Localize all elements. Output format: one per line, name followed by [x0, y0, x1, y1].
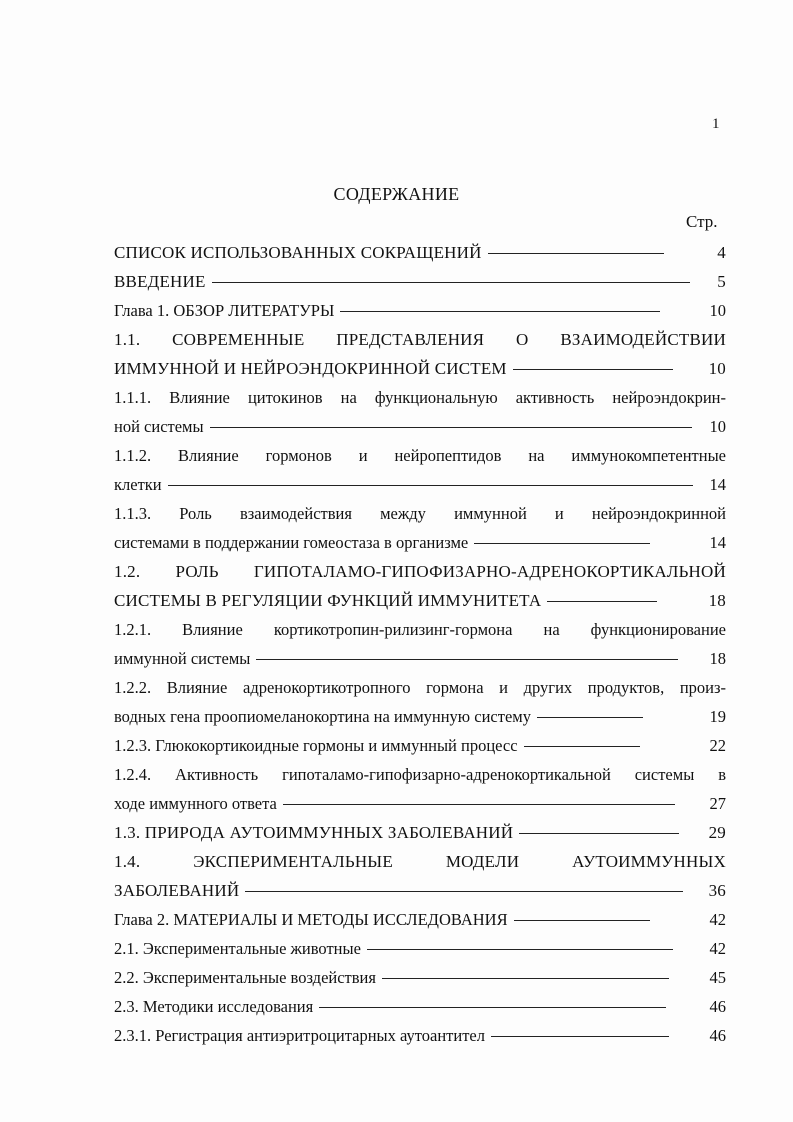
toc-page-number: 4 [717, 243, 726, 262]
toc-line [114, 238, 726, 267]
toc-line [114, 383, 726, 412]
toc-entry-text: 1.1. СОВРЕМЕННЫЕ ПРЕДСТАВЛЕНИЯ О ВЗАИМОДЕЙСТВИИ [114, 330, 726, 349]
page-title: СОДЕРЖАНИЕ [333, 184, 460, 204]
toc-line [114, 673, 726, 702]
toc-entry-text: 1.3. ПРИРОДА АУТОИММУННЫХ ЗАБОЛЕВАНИЙ [114, 823, 514, 842]
leader-line [212, 282, 690, 283]
toc-line [114, 412, 726, 441]
toc-entry-text: 1.2.4. Активность гипоталамо-гипофизарно-адренокортикальной системы в [114, 765, 726, 784]
toc-entry-text: 1.2.3. Глюкокортикоидные гормоны и иммунный процесс [114, 736, 518, 755]
page-number: 1 [712, 116, 720, 132]
toc-line [114, 557, 726, 586]
toc-line [114, 992, 726, 1021]
toc-entry-text: ходе иммунного ответа [114, 794, 277, 813]
toc-page-number: 5 [717, 272, 726, 291]
toc-line [114, 267, 726, 296]
leader-line [367, 949, 673, 950]
toc-entry-text: 1.2.2. Влияние адренокортикотропного гормона и других продуктов, произ- [114, 678, 726, 697]
toc-line [114, 528, 726, 557]
toc-page-number: 10 [709, 301, 726, 320]
toc-line [114, 441, 726, 470]
toc-page-number: 46 [709, 997, 726, 1016]
toc-entry-text: ной системы [114, 417, 204, 436]
toc-line [114, 702, 726, 731]
toc-page-number: 10 [708, 359, 726, 378]
toc-line [114, 296, 726, 325]
leader-line [524, 746, 640, 747]
toc-entry-text: 2.1. Экспериментальные животные [114, 939, 361, 958]
toc-entry-text: 1.1.3. Роль взаимодействия между иммунной и нейроэндокринной [114, 504, 726, 523]
toc-line [114, 963, 726, 992]
toc-line [114, 325, 726, 354]
toc-page-number: 42 [709, 910, 726, 929]
toc-line [114, 615, 726, 644]
leader-line [245, 891, 683, 892]
leader-line [210, 427, 692, 428]
toc-entry-text: 1.1.1. Влияние цитокинов на функциональную активность нейроэндокрин- [114, 388, 726, 407]
toc-line [114, 470, 726, 499]
leader-line [283, 804, 675, 805]
toc-entry-text: ВВЕДЕНИЕ [114, 272, 206, 291]
toc-entry-text: 1.4. ЭКСПЕРИМЕНТАЛЬНЫЕ МОДЕЛИ АУТОИММУННЫХ [114, 852, 726, 871]
toc-entry-text: СПИСОК ИСПОЛЬЗОВАННЫХ СОКРАЩЕНИЙ [114, 243, 482, 262]
toc-page-number: 22 [709, 736, 726, 755]
toc-page-number: 18 [708, 591, 726, 610]
toc-page-number: 45 [709, 968, 726, 987]
toc-line [114, 934, 726, 963]
toc-entry-text: 2.3.1. Регистрация антиэритроцитарных аутоантител [114, 1026, 485, 1045]
toc-entry-text: иммунной системы [114, 649, 251, 668]
toc-page-number: 14 [709, 533, 726, 552]
leader-line [382, 978, 669, 979]
leader-line [474, 543, 650, 544]
table-of-contents [114, 238, 726, 1050]
leader-line [537, 717, 643, 718]
toc-line [114, 876, 726, 905]
toc-entry-text: Глава 1. ОБЗОР ЛИТЕРАТУРЫ [114, 301, 335, 320]
toc-page-number: 14 [709, 475, 726, 494]
toc-page-number: 46 [709, 1026, 726, 1045]
toc-line [114, 731, 726, 760]
page-column-label: Стр. [686, 212, 718, 231]
toc-line [114, 760, 726, 789]
leader-line [519, 833, 679, 834]
toc-page-number: 27 [709, 794, 726, 813]
toc-entry-text: клетки [114, 475, 162, 494]
toc-line [114, 586, 726, 615]
leader-line [168, 485, 693, 486]
toc-entry-text: СИСТЕМЫ В РЕГУЛЯЦИИ ФУНКЦИЙ ИММУНИТЕТА [114, 591, 542, 610]
toc-entry-text: 1.2. РОЛЬ ГИПОТАЛАМО-ГИПОФИЗАРНО-АДРЕНОКОРТИКАЛЬНОЙ [114, 562, 726, 581]
toc-entry-text: 1.2.1. Влияние кортикотропин-рилизинг-гормона на функционирование [114, 620, 726, 639]
toc-entry-text: водных гена проопиомеланокортина на иммунную систему [114, 707, 531, 726]
leader-line [319, 1007, 666, 1008]
toc-line [114, 818, 726, 847]
leader-line [256, 659, 678, 660]
toc-entry-text: системами в поддержании гомеостаза в организме [114, 533, 469, 552]
toc-page-number: 29 [708, 823, 726, 842]
leader-line [514, 920, 650, 921]
toc-page-number: 10 [709, 417, 726, 436]
toc-line [114, 847, 726, 876]
toc-entry-text: Глава 2. МАТЕРИАЛЫ И МЕТОДЫ ИССЛЕДОВАНИЯ [114, 910, 508, 929]
toc-line [114, 354, 726, 383]
leader-line [513, 369, 673, 370]
leader-line [547, 601, 657, 602]
toc-entry-text: 1.1.2. Влияние гормонов и нейропептидов на иммунокомпетентные [114, 446, 726, 465]
toc-page-number: 42 [709, 939, 726, 958]
toc-page-number: 36 [708, 881, 726, 900]
toc-entry-text: ЗАБОЛЕВАНИЙ [114, 881, 240, 900]
toc-line [114, 789, 726, 818]
leader-line [340, 311, 660, 312]
toc-line [114, 644, 726, 673]
toc-entry-text: ИММУННОЙ И НЕЙРОЭНДОКРИННОЙ СИСТЕМ [114, 359, 507, 378]
toc-entry-text: 2.2. Экспериментальные воздействия [114, 968, 376, 987]
toc-page-number: 19 [709, 707, 726, 726]
toc-line [114, 1021, 726, 1050]
leader-line [488, 253, 664, 254]
toc-line [114, 499, 726, 528]
toc-page-number: 18 [709, 649, 726, 668]
leader-line [491, 1036, 669, 1037]
toc-line [114, 905, 726, 934]
toc-entry-text: 2.3. Методики исследования [114, 997, 314, 1016]
